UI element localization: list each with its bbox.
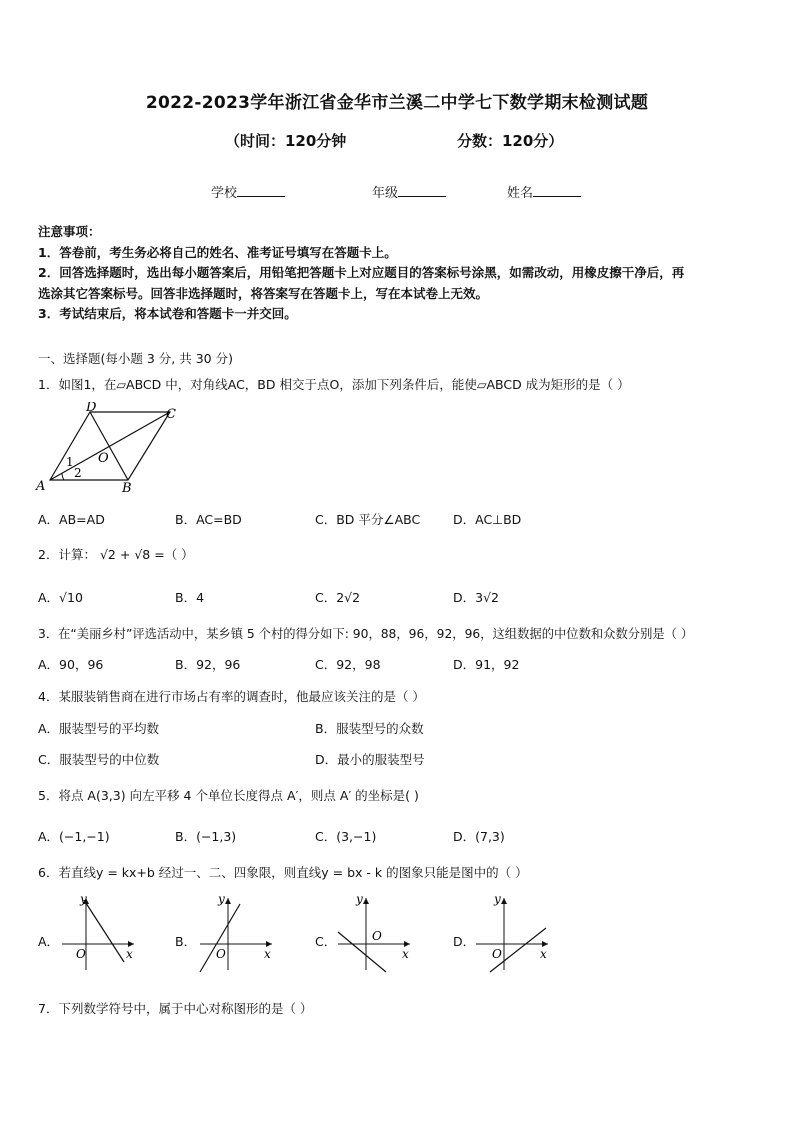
question-2 — [38, 545, 194, 563]
q4-option-a: A．服装型号的平均数 — [38, 721, 160, 736]
label-angle1: 1 — [66, 455, 74, 469]
question-4: 4．某服装销售商在进行市场占有率的调查时，他最应该关注的是（ ） — [38, 689, 425, 704]
q1-option-d: D．AC⊥BD — [453, 512, 522, 527]
q6-option-a: A． — [38, 934, 60, 949]
notes-heading: 注意事项： — [38, 224, 101, 239]
note-item: 2．回答选择题时，选出每小题答案后，用铅笔把答题卡上对应题目的答案标号涂黑，如需改动，用橡皮擦干净后，再 — [38, 265, 685, 280]
grade-blank — [398, 184, 446, 197]
label-b: B — [122, 481, 132, 494]
q3-option-c: C．92，98 — [315, 657, 381, 672]
school-field — [211, 182, 285, 201]
q1-option-c: C．BD 平分∠ABC — [315, 512, 421, 527]
school-blank — [237, 184, 285, 197]
q2-option-a: A．√10 — [38, 590, 83, 605]
notes-block — [38, 222, 684, 325]
axis-x-label: x — [402, 947, 409, 961]
note-item: 1．答卷前，考生务必将自己的姓名、准考证号填写在答题卡上。 — [38, 244, 397, 260]
exam-time: （时间：120分钟 — [225, 132, 347, 150]
origin-label: O — [372, 929, 382, 943]
q5-option-a: A．(−1,−1) — [38, 829, 110, 844]
grade-field — [372, 182, 446, 201]
name-field — [507, 182, 581, 201]
q4-option-d: D．最小的服装型号 — [315, 752, 425, 767]
q2-equals: =（ ） — [154, 547, 194, 562]
axis-y-label: y — [494, 892, 501, 906]
parallelogram-figure — [34, 402, 184, 494]
note-item: 3．考试结束后，将本试卷和答题卡一并交回。 — [38, 306, 297, 321]
q6-option-c: C． — [315, 934, 337, 949]
name-label: 姓名 — [507, 186, 534, 201]
page-title: 2022-2023学年浙江省金华市兰溪二中学七下数学期末检测试题 — [145, 93, 649, 113]
q5-option-c: C．(3,−1) — [315, 829, 377, 844]
question-5: 5．将点 A(3,3) 向左平移 4 个单位长度得点 A′，则点 A′ 的坐标是( ) — [38, 788, 419, 803]
label-o: O — [98, 451, 109, 466]
axis-x-label: x — [540, 947, 547, 961]
question-1: 1．如图1，在▱ABCD 中，对角线AC，BD 相交于点O，添加下列条件后，能使▱ABCD 成为矩形的是（ ） — [38, 377, 630, 392]
exam-score: 分数：120分） — [457, 132, 564, 150]
q6-graph-a — [58, 892, 138, 974]
q2-option-d: D．3√2 — [453, 590, 499, 605]
grade-label: 年级 — [372, 186, 399, 201]
q3-option-a: A．90，96 — [38, 657, 104, 672]
q2-sqrt2: √2 — [99, 547, 116, 562]
origin-label: O — [76, 947, 86, 961]
school-label: 学校 — [211, 186, 238, 201]
q2-option-c: C．2√2 — [315, 590, 361, 605]
axis-y-label: y — [356, 892, 363, 906]
q3-option-d: D．91，92 — [453, 657, 520, 672]
q2-option-b: B．4 — [175, 590, 205, 605]
note-item: 选涂其它答案标号。回答非选择题时，将答案写在答题卡上，写在本试卷上无效。 — [38, 285, 489, 301]
q1-option-b: B．AC=BD — [175, 512, 242, 527]
q5-option-b: B．(−1,3) — [175, 829, 237, 844]
q6-option-d: D． — [453, 934, 476, 949]
q6-graph-b — [196, 892, 276, 974]
question-6: 6．若直线y = kx+b 经过一、二、四象限，则直线y = bx - k 的图象只能是图中的（ ） — [38, 865, 528, 880]
axis-x-label: x — [264, 947, 271, 961]
q2-sqrt8: √8 — [134, 547, 151, 562]
axis-y-label: y — [218, 892, 225, 906]
label-angle2: 2 — [74, 466, 82, 480]
label-a: A — [36, 479, 46, 494]
q2-prefix: 2．计算： — [38, 547, 96, 562]
axis-x-label: x — [126, 947, 133, 961]
q4-option-b: B．服装型号的众数 — [315, 721, 424, 736]
q1-option-a: A．AB=AD — [38, 512, 105, 527]
q6-graph-d — [472, 892, 552, 974]
label-d: D — [86, 402, 97, 415]
origin-label: O — [492, 947, 502, 961]
q4-option-c: C．服装型号的中位数 — [38, 752, 160, 767]
q6-graph-c — [334, 892, 414, 974]
q2-plus: + — [119, 547, 131, 562]
label-c: C — [166, 407, 176, 422]
origin-label: O — [216, 947, 226, 961]
q5-option-d: D．(7,3) — [453, 829, 505, 844]
section-heading: 一、选择题(每小题 3 分, 共 30 分) — [38, 351, 233, 366]
axis-y-label: y — [80, 892, 87, 906]
question-7: 7．下列数学符号中，属于中心对称图形的是（ ） — [38, 1001, 313, 1016]
name-blank — [533, 184, 581, 197]
q6-option-b: B． — [175, 934, 197, 949]
q3-option-b: B．92，96 — [175, 657, 241, 672]
question-3: 3．在“美丽乡村”评选活动中，某乡镇 5 个村的得分如下: 90，88，96，92，96，这组数据的中位数和众数分别是（ ） — [38, 627, 694, 641]
